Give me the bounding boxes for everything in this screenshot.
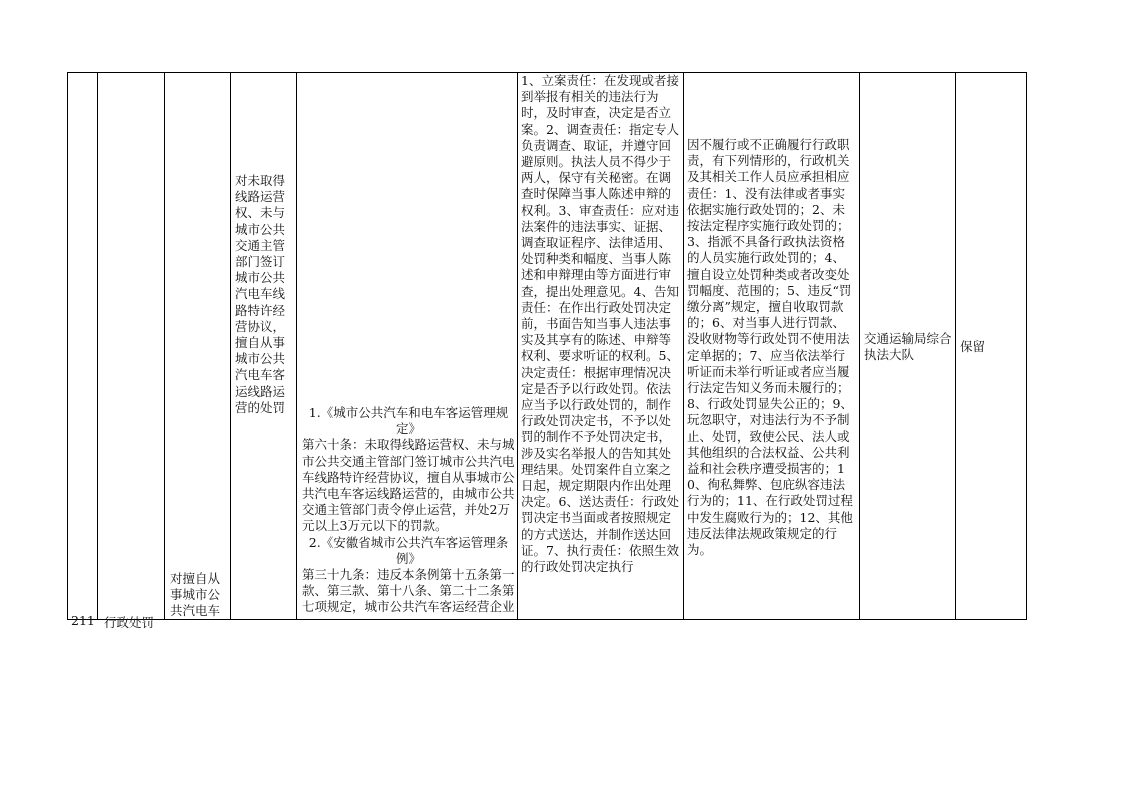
category-column	[98, 73, 165, 630]
law1-title: 1.《城市公共汽车和电车客运管理规定》	[308, 405, 509, 437]
remark-column	[956, 73, 1026, 619]
document-table	[67, 72, 1027, 630]
remark-status: 保留	[960, 339, 986, 354]
implementing-department: 交通运输局综合执法大队	[864, 331, 952, 363]
item-column	[165, 73, 231, 619]
law2-title: 2.《安徽省城市公共汽车客运管理条例》	[308, 534, 509, 566]
row-number: 211	[71, 613, 95, 628]
law2-text: 第三十九条：违反本条例第十五条第一款、第三款、第十八条、第二十二条第七项规定，城市公共汽车客运经营企业	[302, 567, 515, 615]
power-category: 行政处罚	[104, 615, 155, 630]
department-column	[860, 73, 956, 619]
law1-text: 第六十条：未取得线路运营权、未与城市公共交通主管部门签订城市公共汽电车线路特许经营协议，擅自从事城市公共汽电车客运线路运营的，由城市公共交通主管部门责令停止运营，并处2万元以上3万元以下的罚款。	[302, 437, 515, 534]
responsibility-items: 1、立案责任：在发现或者接到举报有相关的违法行为时，及时审查，决定是否立案。2、调查责任：指定专人负责调查、取证，并遵守回避原则。执法人员不得少于两人，保守有关秘密。在调查时保障当事人陈述申辩的权利。3、审查责任：应对违法案件的违法事实、证据、调查取证程序、法律适用、处罚种类和幅度、当事人陈述和申辩理由等方面进行审查，提出处理意见。4、告知责任：在作出行政处罚决定前，书面告知当事人违法事实及其享有的陈述、申辩等权利、要求听证的权利。5、决定责任：根据审理情况决定是否予以行政处罚。依法应当予以行政处罚的，制作行政处罚决定书，不予以处罚的制作不予处罚决定书，涉及实名举报人的告知其处理结果。处罚案件自立案之日起，规定期限内作出处理决定。6、送达责任：行政处罚决定书当面或者按照规定的方式送达，并制作送达回证。7、执行责任：依照生效的行政处罚决定执行	[521, 73, 679, 575]
accountability-clauses: 因不履行或不正确履行行政职责，有下列情形的，行政机关及其相关工作人员应承担相应责任：1、没有法律或者事实依据实施行政处罚的；2、未按法定程序实施行政处罚的；3、指派不具备行政执法资格的人员实施行政处罚的；4、擅自设立处罚种类或者改变处罚幅度、范围的；5、违反“罚缴分离”规定，擅自收取罚款的；6、对当事人进行罚款、没收财物等行政处罚不使用法定单据的；7、应当依法举行听证而未举行听证或者应当履行法定告知义务而未履行的；8、行政处罚显失公正的；9、玩忽职守，对违法行为不予制止、处罚，致使公民、法人或其他组织的合法权益、公共利益和社会秩序遭受损害的；10、徇私舞弊、包庇纵容违法行为的；11、在行政处罚过程中发生腐败行为的；12、其他违反法律法规政策规定的行为。	[687, 137, 853, 558]
legal-basis	[302, 405, 515, 616]
power-sub-item: 对未取得线路运营权、未与城市公共交通主管部门签订城市公共汽电车线路特许经营协议，擅自从事城市公共汽电车客运线路运营的处罚	[235, 173, 286, 415]
accountability-column	[684, 73, 860, 619]
sub-item-column	[231, 73, 297, 619]
responsibility-column	[518, 73, 684, 619]
power-item-name: 对擅自从事城市公共汽电车	[170, 571, 221, 619]
legal-basis-column	[297, 73, 518, 619]
number-column	[68, 73, 98, 628]
